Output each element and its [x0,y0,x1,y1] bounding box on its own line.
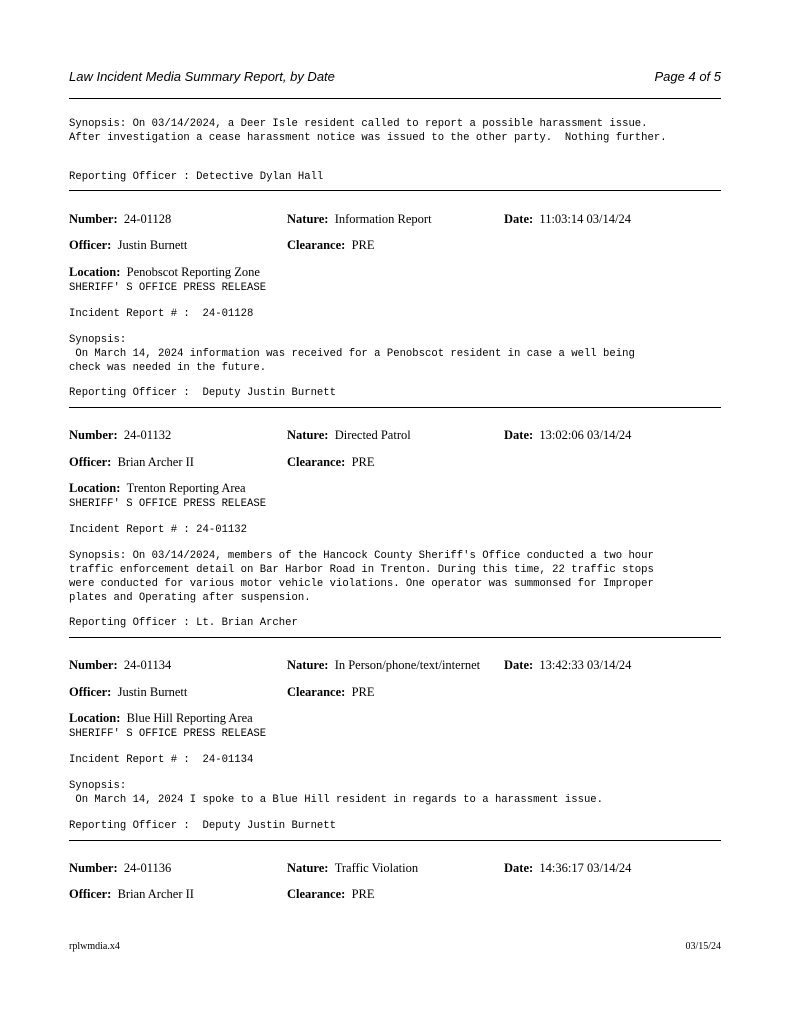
synopsis-line: plates and Operating after suspension. [69,592,311,604]
report-title: Law Incident Media Summary Report, by Date [69,69,335,84]
synopsis-line: were conducted for various motor vehicle violations. One operator was summonsed for Improper [69,578,654,590]
officer-label: Officer: [69,685,112,699]
officer-field [69,887,194,902]
number-label: Number: [69,861,118,875]
officer-value: Justin Burnett [117,238,188,252]
clearance-value: PRE [351,887,375,901]
record-divider [69,407,721,408]
nature-field [287,428,411,443]
clearance-field [287,238,375,253]
nature-label: Nature: [287,658,329,672]
reporting-officer: Reporting Officer : Lt. Brian Archer [69,617,298,629]
nature-label: Nature: [287,212,329,226]
officer-label: Officer: [69,887,112,901]
clearance-value: PRE [351,455,375,469]
nature-field [287,658,480,673]
location-field [69,481,246,496]
clearance-field [287,455,375,470]
location-value: Trenton Reporting Area [126,481,246,495]
incident-report-number: Incident Report # : 24-01134 [69,754,254,766]
officer-value: Brian Archer II [117,887,194,901]
nature-field [287,212,432,227]
number-field [69,861,171,876]
officer-field [69,238,187,253]
press-release-line: SHERIFF' S OFFICE PRESS RELEASE [69,498,267,510]
date-field [504,212,631,227]
date-label: Date: [504,212,534,226]
nature-value: Directed Patrol [334,428,411,442]
number-value: 24-01134 [123,658,172,672]
number-value: 24-01132 [123,428,172,442]
date-field [504,658,631,673]
date-value: 11:03:14 03/14/24 [539,212,631,226]
number-field [69,658,171,673]
location-label: Location: [69,265,121,279]
nature-label: Nature: [287,428,329,442]
synopsis-line: traffic enforcement detail on Bar Harbor Road in Trenton. During this time, 22 traffic stops [69,564,654,576]
synopsis-line: check was needed in the future. [69,362,267,374]
date-label: Date: [504,861,534,875]
officer-field [69,685,187,700]
nature-label: Nature: [287,861,329,875]
number-label: Number: [69,658,118,672]
officer-label: Officer: [69,238,112,252]
officer-value: Justin Burnett [117,685,188,699]
date-field [504,861,631,876]
location-label: Location: [69,481,121,495]
location-value: Blue Hill Reporting Area [126,711,253,725]
clearance-label: Clearance: [287,887,346,901]
synopsis-line: On March 14, 2024 information was received for a Penobscot resident in case a well being [69,348,635,360]
record-divider [69,190,721,191]
intro-synopsis-line-2: After investigation a cease harassment notice was issued to the other party. Nothing further. [69,132,667,144]
synopsis-line: Synopsis: [69,780,127,792]
intro-reporting-officer: Reporting Officer : Detective Dylan Hall [69,171,324,183]
synopsis-line: On March 14, 2024 I spoke to a Blue Hill resident in regards to a harassment issue. [69,794,604,806]
number-field [69,212,171,227]
header-divider [69,98,721,99]
location-value: Penobscot Reporting Zone [126,265,260,279]
date-value: 13:42:33 03/14/24 [539,658,632,672]
clearance-label: Clearance: [287,685,346,699]
officer-value: Brian Archer II [117,455,194,469]
location-field [69,265,260,280]
nature-field [287,861,418,876]
nature-value: Information Report [334,212,432,226]
date-value: 14:36:17 03/14/24 [539,861,632,875]
synopsis-line: Synopsis: [69,334,127,346]
reporting-officer: Reporting Officer : Deputy Justin Burnett [69,820,337,832]
date-field [504,428,631,443]
clearance-value: PRE [351,238,375,252]
press-release-line: SHERIFF' S OFFICE PRESS RELEASE [69,282,267,294]
synopsis-line: Synopsis: On 03/14/2024, members of the Hancock County Sheriff's Office conducted a two hour [69,550,654,562]
clearance-value: PRE [351,685,375,699]
record-divider [69,637,721,638]
clearance-field [287,887,375,902]
number-label: Number: [69,212,118,226]
location-field [69,711,253,726]
date-value: 13:02:06 03/14/24 [539,428,632,442]
date-label: Date: [504,658,534,672]
press-release-line: SHERIFF' S OFFICE PRESS RELEASE [69,728,267,740]
reporting-officer: Reporting Officer : Deputy Justin Burnett [69,387,337,399]
footer-report-code: rplwmdia.x4 [69,941,120,952]
record-divider [69,840,721,841]
clearance-label: Clearance: [287,238,346,252]
number-field [69,428,171,443]
date-label: Date: [504,428,534,442]
number-label: Number: [69,428,118,442]
intro-synopsis-line-1: Synopsis: On 03/14/2024, a Deer Isle resident called to report a possible harassment issue. [69,118,648,130]
number-value: 24-01136 [123,861,172,875]
nature-value: Traffic Violation [334,861,419,875]
footer-print-date: 03/15/24 [685,941,721,952]
officer-label: Officer: [69,455,112,469]
number-value: 24-01128 [123,212,172,226]
officer-field [69,455,194,470]
incident-report-number: Incident Report # : 24-01128 [69,308,254,320]
clearance-field [287,685,375,700]
location-label: Location: [69,711,121,725]
nature-value: In Person/phone/text/internet [334,658,481,672]
clearance-label: Clearance: [287,455,346,469]
page-number: Page 4 of 5 [654,69,721,84]
incident-report-number: Incident Report # : 24-01132 [69,524,248,536]
